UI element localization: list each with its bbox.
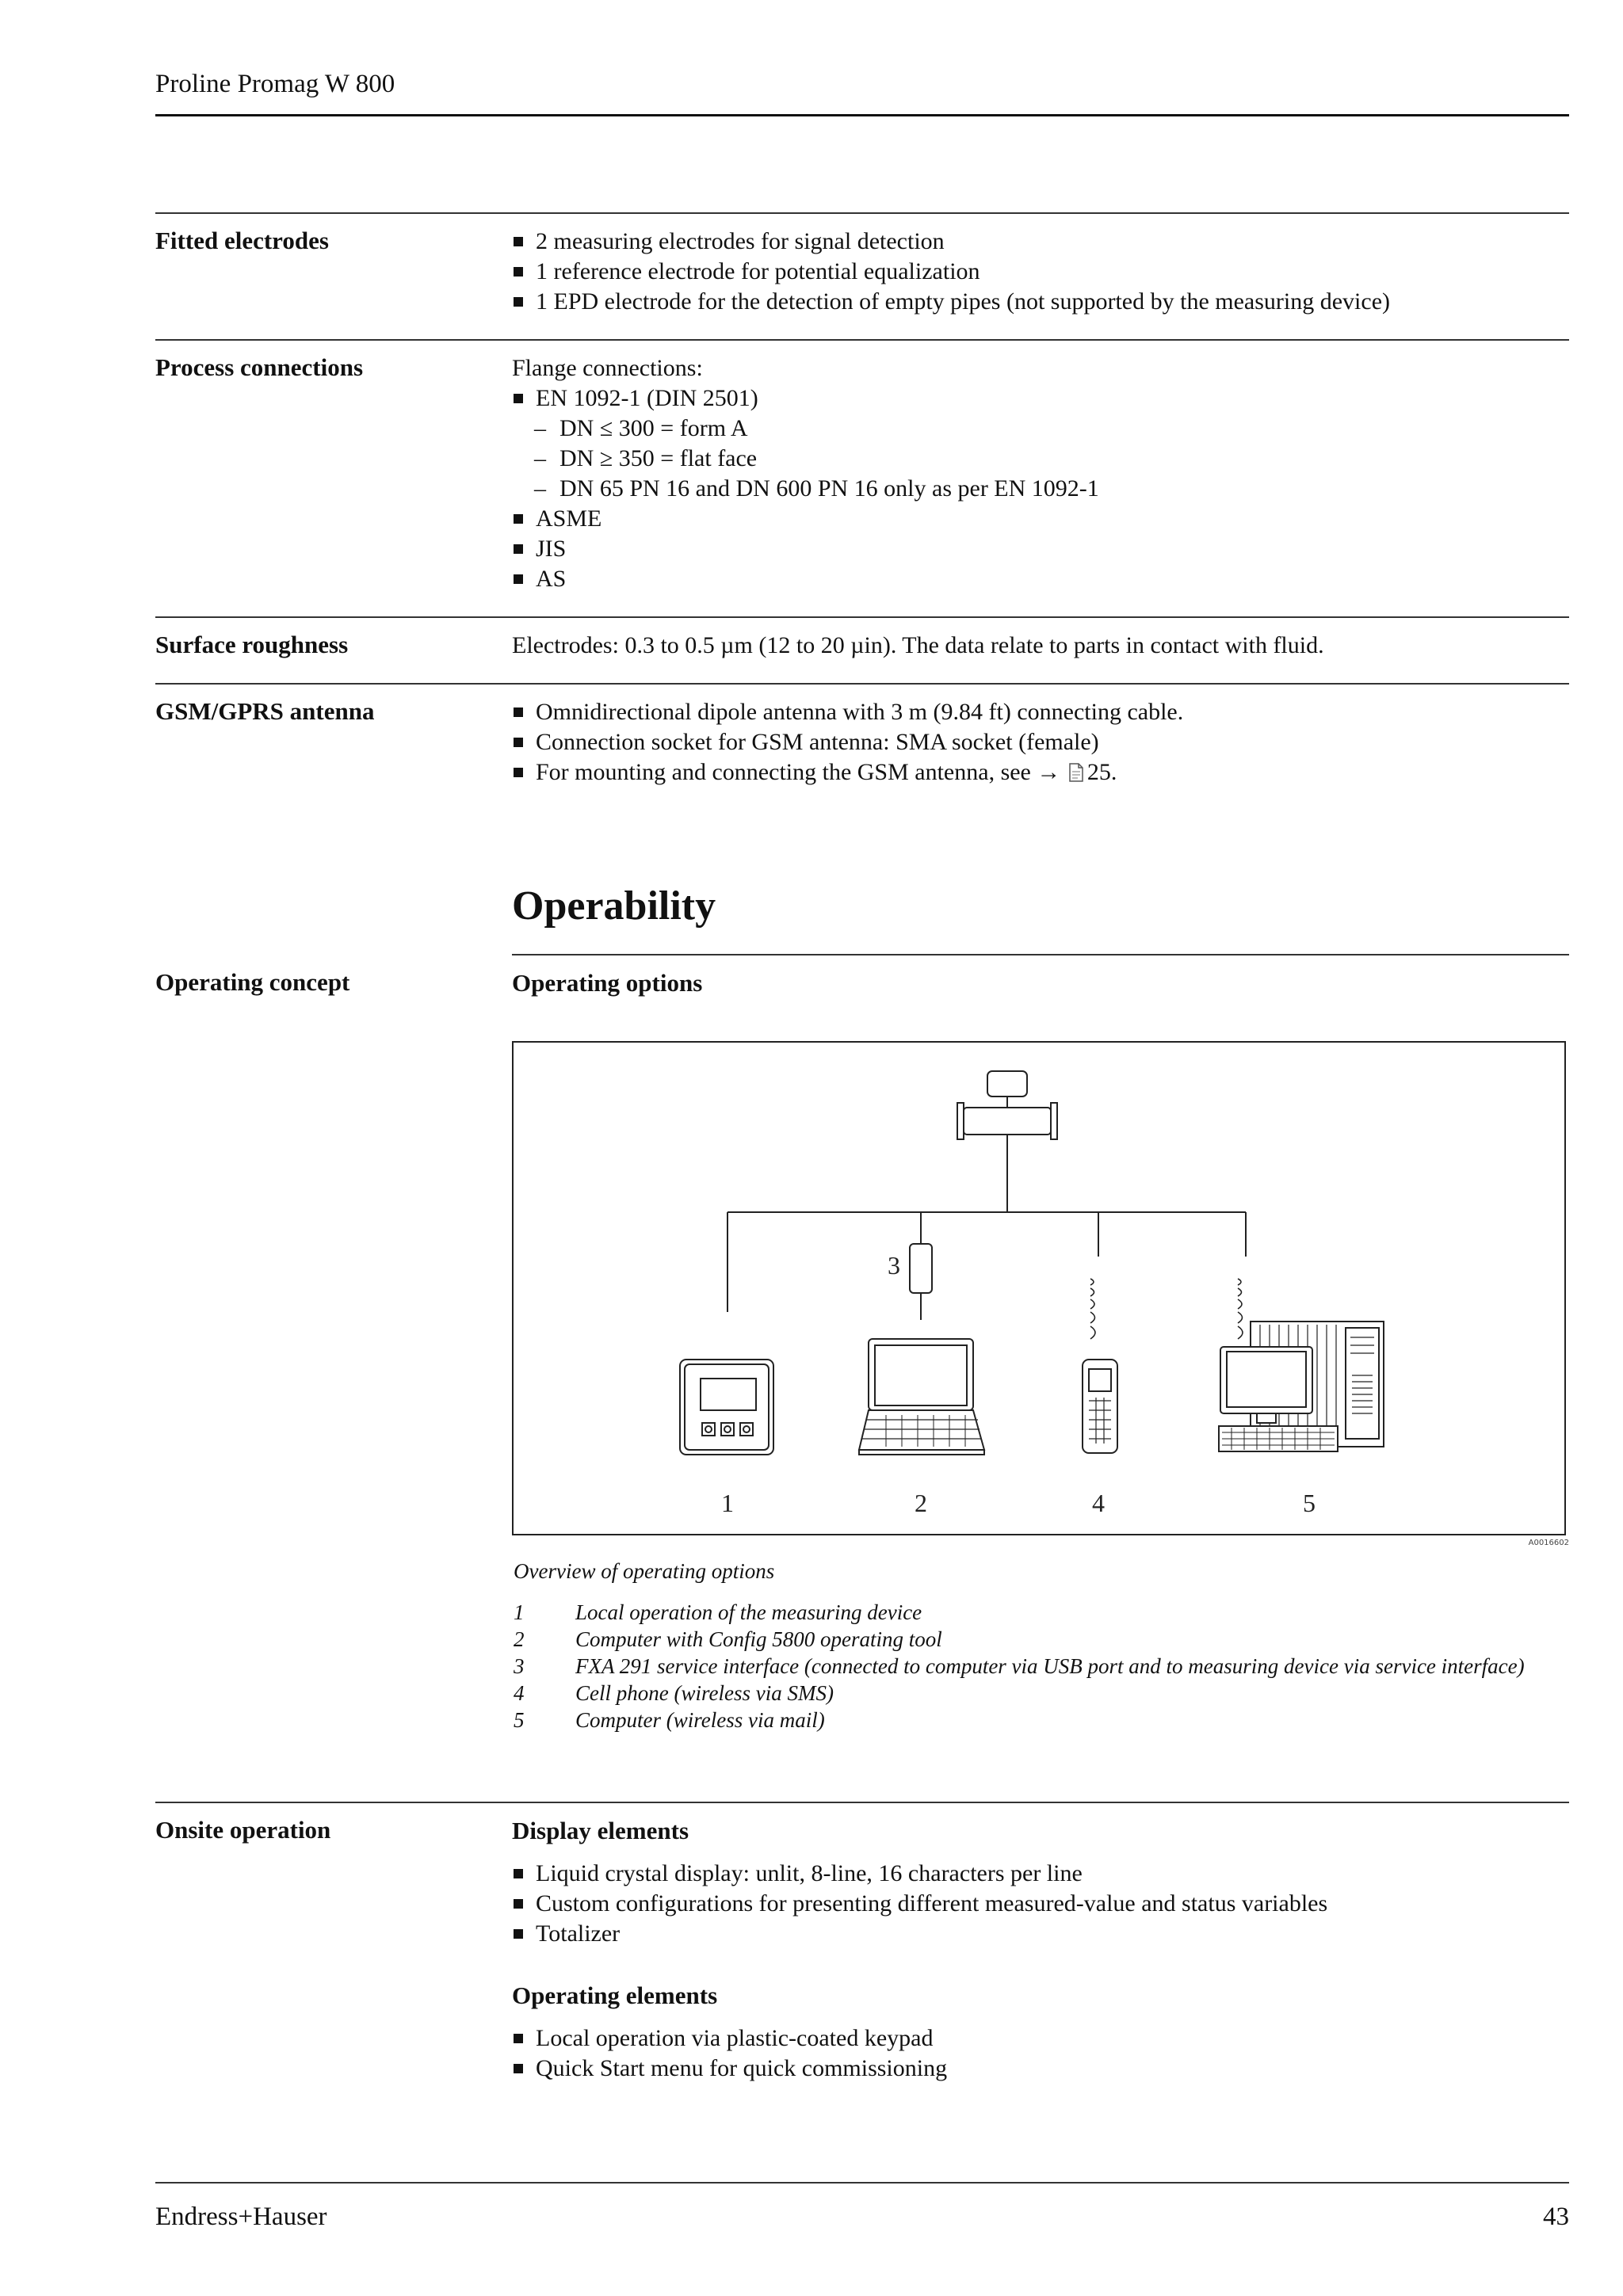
section-divider <box>512 954 1569 955</box>
cell-phone-icon <box>1083 1360 1117 1453</box>
operating-options-diagram <box>512 1041 1566 1535</box>
legend-number: 1 <box>514 1600 525 1624</box>
diagram-label-4: 4 <box>1092 1489 1105 1517</box>
legend-text: FXA 291 service interface (connected to computer via USB port and to measuring device via service interface) <box>575 1654 1525 1678</box>
list-item: Connection socket for GSM antenna: SMA socket (female) <box>512 727 1566 757</box>
legend-row <box>514 1626 1525 1653</box>
legend-row <box>514 1653 1525 1680</box>
service-interface-icon <box>910 1244 932 1320</box>
list-item: JIS <box>512 534 1566 564</box>
list-item: ASME <box>512 504 1566 534</box>
flange-intro: Flange connections: <box>512 355 703 381</box>
display-elements-heading: Display elements <box>512 1817 689 1844</box>
laptop-icon <box>859 1339 984 1455</box>
list-item: Omnidirectional dipole antenna with 3 m (9.84 ft) connecting cable. <box>512 697 1566 727</box>
list-item: Totalizer <box>512 1919 1566 1949</box>
section-divider <box>155 616 1569 618</box>
operating-concept-label: Operating concept <box>155 968 350 996</box>
reference-text: For mounting and connecting the GSM antenna, see → <box>536 759 1067 785</box>
legend-text: Local operation of the measuring device <box>575 1600 922 1624</box>
onsite-operation-label: Onsite operation <box>155 1816 331 1844</box>
diagram-label-3: 3 <box>888 1251 900 1280</box>
section-divider <box>155 1802 1569 1803</box>
sub-list-item: – DN 65 PN 16 and DN 600 PN 16 only as per EN 1092-1 <box>512 474 1566 504</box>
page-reference-icon <box>1068 763 1084 782</box>
list-item: 2 measuring electrodes for signal detection <box>512 227 1566 257</box>
gsm-antenna-label: GSM/GPRS antenna <box>155 697 375 725</box>
legend-text: Computer with Config 5800 operating tool <box>575 1627 942 1651</box>
section-divider <box>155 683 1569 685</box>
sub-list-item: – DN ≤ 300 = form A <box>512 414 1566 444</box>
legend-text: Cell phone (wireless via SMS) <box>575 1681 834 1705</box>
list-item: 1 reference electrode for potential equalization <box>512 257 1566 287</box>
list-item <box>512 757 1566 788</box>
figure-legend <box>514 1599 1525 1733</box>
sub-list-item: – DN ≥ 350 = flat face <box>512 444 1566 474</box>
section-divider <box>155 339 1569 341</box>
legend-row <box>514 1680 1525 1707</box>
list-item: Liquid crystal display: unlit, 8-line, 16 characters per line <box>512 1859 1566 1889</box>
legend-number: 4 <box>514 1681 525 1705</box>
legend-row <box>514 1599 1525 1626</box>
diagram-svg <box>514 1043 1564 1534</box>
onsite-operation-content <box>512 1816 1566 2084</box>
list-item: 1 EPD electrode for the detection of empty pipes (not supported by the measuring device) <box>512 287 1566 317</box>
page-reference-link[interactable]: 25. <box>1086 759 1117 785</box>
header-rule <box>155 114 1569 116</box>
diagram-label-5: 5 <box>1303 1489 1316 1517</box>
figure-code: A0016602 <box>1528 1539 1569 1547</box>
figure-caption: Overview of operating options <box>514 1559 775 1583</box>
page-number: 43 <box>1543 2203 1569 2231</box>
legend-text: Computer (wireless via mail) <box>575 1708 825 1732</box>
wireless-signal-icon <box>1238 1279 1243 1339</box>
wireless-signal-icon <box>1090 1279 1095 1339</box>
fitted-electrodes-label: Fitted electrodes <box>155 227 329 254</box>
list-item: Quick Start menu for quick commissioning <box>512 2054 1566 2084</box>
diagram-label-1: 1 <box>721 1489 734 1517</box>
diagram-label-2: 2 <box>915 1489 927 1517</box>
process-connections-label: Process connections <box>155 353 364 381</box>
legend-number: 5 <box>514 1708 525 1732</box>
process-connections-list <box>512 353 1566 594</box>
surface-roughness-text: Electrodes: 0.3 to 0.5 µm (12 to 20 µin). The data relate to parts in contact with fluid. <box>512 632 1324 658</box>
legend-number: 3 <box>514 1654 525 1678</box>
document-title: Proline Promag W 800 <box>155 70 395 98</box>
desktop-computer-icon <box>1219 1322 1384 1451</box>
footer-company: Endress+Hauser <box>155 2203 327 2231</box>
gsm-antenna-list <box>512 697 1566 788</box>
operating-options-heading: Operating options <box>512 969 703 997</box>
list-item: AS <box>512 564 1566 594</box>
footer-rule <box>155 2182 1569 2183</box>
legend-number: 2 <box>514 1627 525 1651</box>
surface-roughness-label: Surface roughness <box>155 631 349 658</box>
list-item: Local operation via plastic-coated keypad <box>512 2023 1566 2054</box>
local-display-icon <box>680 1360 773 1455</box>
list-item: Custom configurations for presenting different measured-value and status variables <box>512 1889 1566 1919</box>
section-divider <box>155 212 1569 214</box>
fitted-electrodes-list <box>512 227 1566 317</box>
flowmeter-icon <box>957 1071 1057 1212</box>
legend-row <box>514 1707 1525 1733</box>
list-item: EN 1092-1 (DIN 2501) <box>512 383 1566 414</box>
operability-heading: Operability <box>512 883 716 929</box>
operating-elements-heading: Operating elements <box>512 1981 718 2009</box>
